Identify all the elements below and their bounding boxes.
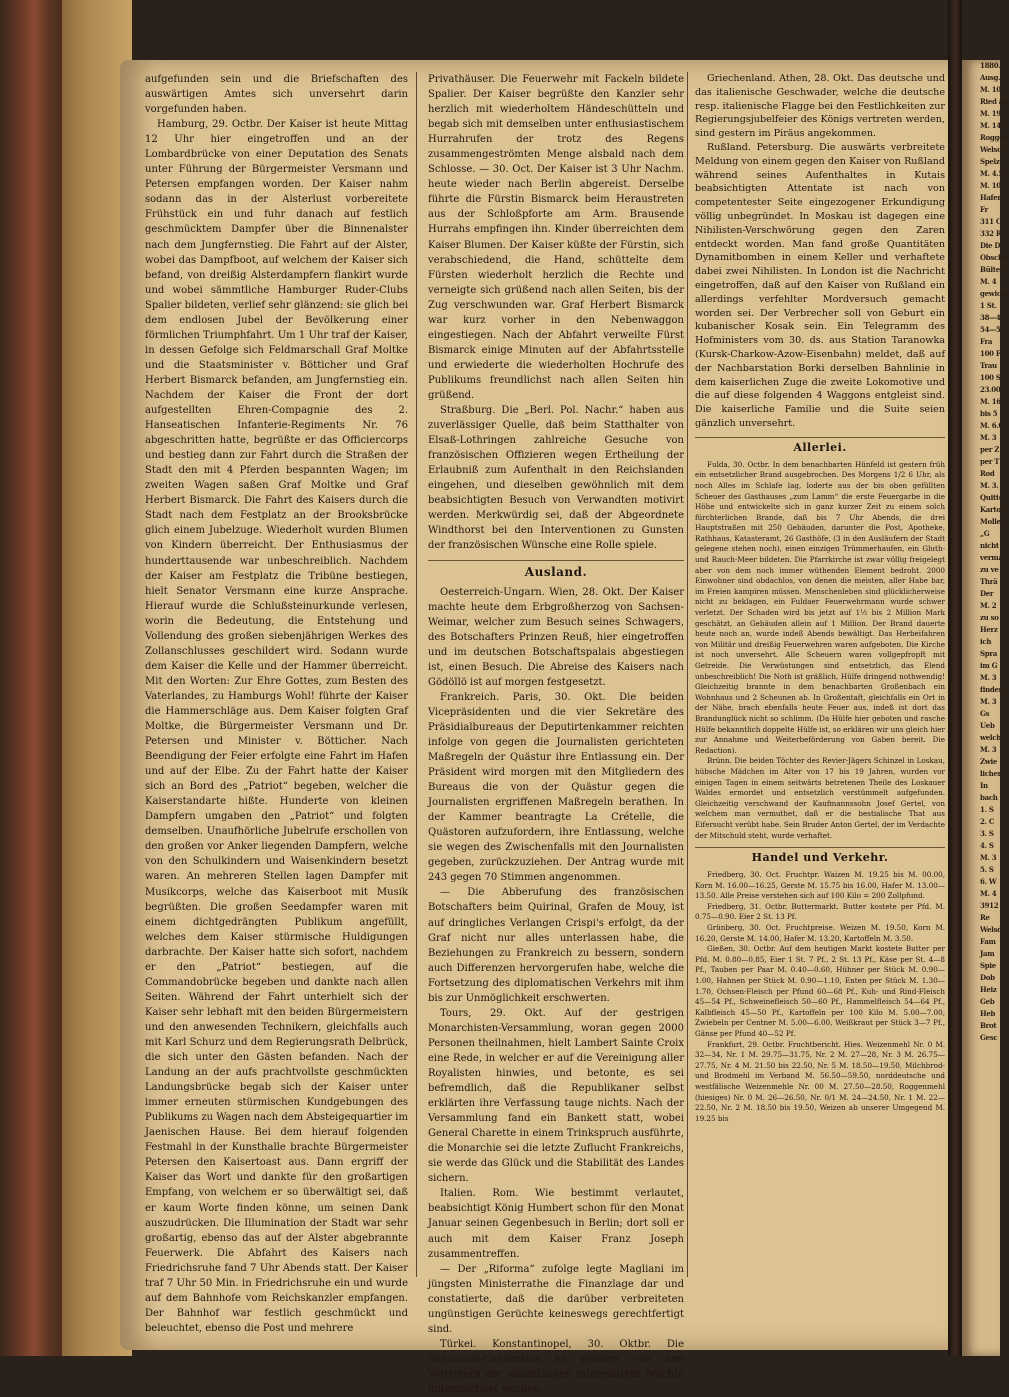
adjacent-page-text: welch — [980, 733, 1001, 742]
adjacent-page-text: Ueb — [980, 721, 995, 730]
adjacent-page-text: Der — [980, 589, 994, 598]
adjacent-page-text: nicht — [980, 541, 999, 550]
adjacent-page-text: im G — [980, 661, 998, 670]
market-friedberg-butter: Friedberg, 31. Octbr. Buttermarkt. Butter kostete per Pfd. M. 0.75—0.90. Eier 2 St. 13 Pf. — [695, 901, 945, 922]
adjacent-page-text: M. 3 — [980, 853, 997, 862]
adjacent-page-text: zu ve — [980, 565, 999, 574]
column-2 — [428, 72, 684, 1395]
adjacent-page-text: 100 Fl — [980, 349, 1003, 358]
adjacent-page-text: M. 3 — [980, 433, 997, 442]
adjacent-page-text: per Z — [980, 445, 1000, 454]
adjacent-page-text: 54—5 — [980, 325, 1001, 334]
adjacent-page-text: Spelz — [980, 157, 1000, 166]
market-frankfurt: Frankfurt, 29. Octbr. Fruchtbericht. Hies. Weizenmehl Nr. 0 M. 32—34, Nr. 1 M. 29.75—31.75, Nr. 2 M. 27—28, Nr. 3 M. 26.75—27.75, Nr. 4 M. 21.50 bis 22.50, Nr. 5 M. 18.50—19.50, Milchbrod- und Brodmehl im Verband M. 56.50—59.50, norddeutsche und westfälische Weizenmehle Nr. 00 M. 27.50—28.50, Roggenmehl (hiesiges) Nr. 0 M. 26—26.50, Nr. 0/1 M. 24—24.50, Nr. 1 M. 22—22.50, Nr. 2 M. 18.50 bis 19.50, Weizen ab unserer Umgegend M. 19.25 bis — [695, 1039, 945, 1123]
adjacent-page-text: finden — [980, 685, 1004, 694]
adjacent-page-fragment — [962, 60, 1009, 1356]
article-frankreich: Frankreich. Paris, 30. Okt. Die beiden Vicepräsidenten und die vier Sekretäre des Präsidialbureaus der Deputirtenkammer reichten infolge von gegen die Journalisten gerichteten Maßregeln der Quästur ihre Entlassung ein. Der Präsident wird morgen mit den Mitgliedern des Bureaus die von der Quästur gegen die Journalisten ergriffenen Maßregeln berathen. In der Kammer beantragte La Crételle, die Quästoren aufzufordern, ihre Entlassung, welche sie wegen des Zwischenfalls mit den Journalisten gegeben, zurückzuziehen. Der Antrag wurde mit 243 gegen 70 Stimmen angenommen. — [428, 691, 684, 884]
adjacent-page-text: Dob — [980, 973, 995, 982]
adjacent-page-text: Heiz — [980, 985, 997, 994]
article-tuerkei: Türkei. Konstantinopel, 30. Oktbr. Die Suezcanal-Convention ist gestern von den Vertretern der sämmtlichen interessirten Mächte unterzeichnet worden. — [428, 1338, 684, 1395]
adjacent-page-text: 23.00, — [980, 385, 1003, 394]
column-1 — [145, 72, 408, 1334]
article-botschafter: — Die Abberufung des französischen Botschafters beim Quirinal, Grafen de Mouy, ist auf dringliches Verlangen Crispi's erfolgt, da der Graf nicht nur alles unterlassen habe, die Beziehungen zu Frankreich zu bessern, sondern auch Differenzen hervorgerufen habe, welche die Fortsetzung des diplomatischen Verkehrs mit ihm bis zur Unmöglichkeit erschwerten. — [428, 887, 684, 1004]
adjacent-page-text: Rod — [980, 469, 995, 478]
adjacent-page-text: bach — [980, 793, 998, 802]
adjacent-page-text: M. 4 — [980, 277, 997, 286]
adjacent-page-text: ich — [980, 637, 992, 646]
adjacent-page-text: 1 St. — [980, 301, 997, 310]
adjacent-page-text: 6. W — [980, 877, 997, 886]
column-rule-2 — [687, 72, 688, 1277]
adjacent-page-text: 38—4 — [980, 313, 1001, 322]
adjacent-page-text: Geb — [980, 997, 995, 1006]
adjacent-page-text: M. 2 — [980, 601, 997, 610]
adjacent-page-text: Thrä — [980, 577, 998, 586]
adjacent-page-text: Jam — [980, 949, 995, 958]
adjacent-page-text: Trau — [980, 361, 997, 370]
adjacent-page-text: 1. S — [980, 805, 994, 814]
adjacent-page-text: zu so — [980, 613, 999, 622]
section-heading-ausland: Ausland. — [428, 560, 684, 580]
adjacent-page-text: Die D — [980, 241, 1001, 250]
article-oesterreich: Oesterreich-Ungarn. Wien, 28. Okt. Der Kaiser machte heute dem Erbgroßherzog von Sachsen-Weimar, welcher zum Besuch seines Schwagers, des Botschafters Prinzen Reuß, hier eingetroffen und im deutschen Botschaftspalais abgestiegen ist, einen Besuch. Die Abreise des Kaisers nach Gödöllö ist auf morgen festgesetzt. — [428, 586, 684, 688]
article-riforma: — Der „Riforma“ zufolge legte Magliani im jüngsten Ministerrathe die Finanzlage dar und constatierte, daß die darüber verbreiteten ungünstigen Gerüchte keineswegs gerechtfertigt sind. — [428, 1263, 684, 1335]
adjacent-page-text: Gesc — [980, 1033, 998, 1042]
adjacent-page-text: Spra — [980, 649, 997, 658]
adjacent-page-text: Ausg. — [980, 73, 1001, 82]
article-russland: Rußland. Petersburg. Die auswärts verbreitete Meldung von einem gegen den Kaiser von Rußland während seines Aufenthaltes in Kutais beabsichtigten Attentate ist nach von competentester Seite eingezogener Erkundigung völlig unbegründet. In Moskau ist dagegen eine Nihilisten-Verschwörung gegen den Zaren entdeckt worden. Man fand große Quantitäten Dynamitbomben in einem Keller und verhaftete dabei zwei Nihilisten. In London ist die Nachricht eingetroffen, daß auf den Kaiser von Rußland ein allerdings verfehlter Mordversuch gemacht worden sei. Der Verbrecher soll von Geburt ein kubanischer Kosak sein. Ein Telegramm des Hofministers vom 30. ds. aus Station Taranowka (Kursk-Charkow-Azow-Eisenbahn) meldet, daß auf der Nachbarstation Borki derselben Bahnlinie in dem kaiserlichen Zuge die zweite Lokomotive und die auf diese folgenden 4 Waggons entgleist sind. Die kaiserliche Familie und die Suite seien gänzlich unversehrt. — [695, 141, 945, 429]
adjacent-page-text: Brot — [980, 1021, 997, 1030]
adjacent-page-text: M. 4 — [980, 889, 997, 898]
adjacent-page-text: Ried an — [980, 97, 1008, 106]
adjacent-page-text: Moller — [980, 517, 1005, 526]
adjacent-page-text: 100 S — [980, 373, 1001, 382]
adjacent-page-text: Spie — [980, 961, 996, 970]
adjacent-page-text: Quitte — [980, 493, 1003, 502]
adjacent-page-text: Bülten — [980, 265, 1005, 274]
adjacent-page-text: M. 3 — [980, 673, 997, 682]
adjacent-page-text: Welsch — [980, 145, 1006, 154]
adjacent-page-text: In — [980, 781, 988, 790]
adjacent-page-text: Herz — [980, 625, 998, 634]
adjacent-page-text: Fr — [980, 205, 988, 214]
adjacent-page-text: Hafer — [980, 193, 1001, 202]
adjacent-page-text: 311 C — [980, 217, 1002, 226]
column-3 — [695, 72, 945, 1282]
market-giessen: Gießen, 30. Octbr. Auf dem heutigen Markt kostete Butter per Pfd. M. 0.80—0.85, Eier 1 St. 7 Pf., 2 St. 13 Pf., Käse per St. 4—8 Pf., Tauben per Paar M. 0.40—0.60, Hühner per Stück M. 0.90—1.00, Hahnen per Stück M. 0.90—1.10, Enten per Stück M. 1.30—1.70, Ochsen-Fleisch per Pfund 60—68 Pf., Kuh- und Rind-Fleisch 45—54 Pf., Schweinefleisch 50—60 Pf., Hammelfleisch 54—64 Pf., Kalbfleisch 45—50 Pf., Kartoffeln per 100 Kilo M. 5.00—7.00, Zwiebeln per Centner M. 5.00—6.00, Weißkraut per Stück 3—7 Pf., Gänse per Pfund 40—52 Pf. — [695, 944, 945, 1038]
adjacent-page-text: Obschr — [980, 253, 1007, 262]
adjacent-page-text: Welsd — [980, 925, 1002, 934]
adjacent-page-text: gewicht — [980, 289, 1009, 298]
adjacent-page-text: Gs — [980, 709, 990, 718]
adjacent-page-text: 1880. — [980, 61, 1001, 70]
adjacent-page-text: M. 6.0 — [980, 421, 1004, 430]
adjacent-page-text: M. 4.5 — [980, 169, 1004, 178]
column-rule-1 — [416, 72, 417, 1277]
article-strassburg: Straßburg. Die „Berl. Pol. Nachr.“ haben aus zuverlässiger Quelle, daß beim Statthalter von Elsaß-Lothringen zahlreiche Gesuche von französischen Offizieren wegen Ertheilung der Erlaubniß zum Aufenthalt in den Reichslanden eingehen, und dieselben gewöhnlich mit dem beabsichtigten Besuch von Verwandten motivirt werden. Merkwürdig sei, daß der Abgeordnete Windthorst bei den Interventionen zu Gunsten der französischen Wünsche eine Rolle spiele. — [428, 405, 684, 552]
adjacent-page-text: verma — [980, 553, 1003, 562]
book-gutter — [948, 0, 962, 1356]
article-griechenland: Griechenland. Athen, 28. Okt. Das deutsche und das italienische Geschwader, welche die deutsche resp. italienische Flagge bei den Festlichkeiten zur Regierungsjubelfeier des Königs vertreten werden, sind gestern im Piräus angekommen. — [695, 73, 945, 140]
section-heading-allerlei: Allerlei. — [695, 437, 945, 455]
adjacent-page-text: 5. S — [980, 865, 994, 874]
article-continuation: aufgefunden sein und die Briefschaften des auswärtigen Amtes sich unversehrt darin vorgefunden haben. — [145, 74, 408, 116]
adjacent-page-text: 332 R — [980, 229, 1002, 238]
adjacent-page-text: M. 3 — [980, 697, 997, 706]
section-heading-handel: Handel und Verkehr. — [695, 847, 945, 865]
adjacent-page-text: Heb — [980, 1009, 996, 1018]
adjacent-page-text: Fam — [980, 937, 996, 946]
adjacent-page-text: M. 16 — [980, 397, 1001, 406]
adjacent-page-text: per T — [980, 457, 1000, 466]
article-tours: Tours, 29. Okt. Auf der gestrigen Monarchisten-Versammlung, woran gegen 2000 Personen theilnahmen, hielt Lambert Sainte Croix eine Rede, in welcher er auf die Vereinigung aller Royalisten hinwies, und betonte, es sei befremdlich, daß die Republikaner selbst erklärten ihre Verfassung tauge nichts. Nach der Versammlung fand ein Bankett statt, wobei General Charette in einem Trinkspruch ausführte, die Monarchie sei die letzte Zuflucht Frankreichs, sie werde das Glück und die Stabilität des Landes sichern. — [428, 1007, 684, 1185]
adjacent-page-text: M. 10. — [980, 181, 1004, 190]
adjacent-page-text: Zwie — [980, 757, 998, 766]
adjacent-page-text: Kartoff — [980, 505, 1007, 514]
market-gruenberg: Grünberg, 30. Oct. Fruchtpreise. Weizen M. 19.50, Korn M. 16.20, Gerste M. 14.00, Hafer M. 13.20, Kartoffeln M. 3.50. — [695, 923, 945, 943]
adjacent-page-text: M. 10 — [980, 85, 1001, 94]
article-hamburg: Hamburg, 29. Octbr. Der Kaiser ist heute Mittag 12 Uhr hier eingetroffen und an der Lombardbrücke von einer Deputation des Senats unter Führung der Bürgermeister Versmann und Petersen empfangen worden. Der Kaiser nahm sodann das in der Alsterlust vorbereitete Frühstück ein und fuhr danach auf festlich geschmücktem Dampfer über die Binnenalster nach dem Jungfernstieg. Die Fahrt auf der Alster, wobei das Dampfboot, auf welchem der Kaiser sich befand, von dreißig Alsterdampfern flankirt wurde und wobei sämmtliche Hamburger Ruder-Clubs Spalier bildeten, verlief sehr glänzend: sie glich bei dem endlosen Jubel der Bevölkerung einer förmlichen Triumphfahrt. Um 1 Uhr traf der Kaiser, in dessen Gefolge sich Feldmarschall Graf Moltke und die Staatsminister v. Bötticher und Graf Herbert Bismarck befanden, am Jungfernstieg ein. Nachdem der Kaiser die Front der dort aufgestellten Ehren-Compagnie des 2. Hanseatischen Infanterie-Regiments Nr. 76 abgeschritten hatte, begrüßte er das Officiercorps und bestieg dann zur Fahrt durch die Straßen der Stadt den mit 4 Pferden bespannten Wagen; im zweiten Wagen saßen Graf Moltke und Graf Herbert Bismarck. Die Fahrt des Kaisers durch die Stadt nach dem Festplatz an der Brooksbrücke glich einem Jubelzuge. Wiederholt wurden Blumen von Kindern überreicht. Der Enthusiasmus der hunderttausende war unbeschreiblich. Nachdem der Kaiser am Festplatz die Tribüne bestiegen, hielt Senator Versmann eine kurze Ansprache. Hierauf wurde die Schlußsteinurkunde verlesen, worin die Bedeutung, die Entstehung und Vollendung des großen siebenjährigen Werkes des Zollanschlusses geschildert wird. Sodann wurde dem Kaiser die Kelle und der Hammer überreicht. Mit den Worten: Zur Ehre Gottes, zum Besten des Vaterlandes, zu Hamburgs Wohl! führte der Kaiser die Hammerschläge aus. Dem Kaiser folgten Graf Moltke, die Bürgermeister Versmann und Dr. Petersen und Minister v. Bötticher. Nach Beendigung der Feier erfolgte eine Fahrt im Hafen und auf der Elbe. Zu der Fahrt hatte der Kaiser sich an Bord des „Patriot“ begeben, welcher die Kaiserstandarte hißte. Hunderte von kleinen Dampfern umgaben den „Patriot“ und folgten demselben. Unaufhörliche Jubelrufe erschollen von den großen vor Anker liegenden Dampfern, welche von den Schulkindern und Waisenkindern besetzt waren. An mehreren Stellen lagen Dampfer mit Musikcorps, welche das Kaiserboot mit Musik begrüßten. Die großen Seedampfer waren mit einem dichtgedrängten Publikum angefüllt, welches dem Kaiser stürmische Huldigungen darbrachte. Der Kaiser hatte sich sofort, nachdem er den „Patriot“ bestiegen, auf die Commandobrücke begeben und dankte nach allen Seiten. Während der Fahrt unterhielt sich der Kaiser sehr lebhaft mit den beiden Bürgermeistern und den anwesenden Technikern, gleichfalls auch mit Karl Schurz und dem Regierungsrath Delbrück, die sich unter den Gästen befanden. Nach der Landung an der aufs prachtvollste geschmückten Landungsbrücke begab sich der Kaiser unter immer erneuten stürmischen Kundgebungen des Publikums zu Wagen nach dem Absteigequartier im Jaenischen Hause. Bei dem hierauf folgenden Festmahl in der Kunsthalle brachte Bürgermeister Petersen den Kaisertoast aus. Dann ergriff der Kaiser das Wort und dankte für den großartigen Empfang, von welchem er so überwältigt sei, daß er kaum Worte finden könne, um seinen Dank auszudrücken. Die Illumination der Stadt war sehr großartig, ebenso das auf der Alster abgebrannte Feuerwerk. Die Abfahrt des Kaisers nach Friedrichsruhe fand 7 Uhr Abends statt. Der Kaiser traf 7 Uhr 50 Min. in Friedrichsruhe ein und wurde auf dem Bahnhofe vom Reichskanzler empfangen. Der Bahnhof war festlich geschmückt und beleuchtet, ebenso die Post und mehrere — [145, 119, 408, 1334]
article-hamburg-continued: Privathäuser. Die Feuerwehr mit Fackeln bildete Spalier. Der Kaiser begrüßte den Kanzler sehr herzlich mit wiederholtem Händeschütteln und begab sich mit demselben unter enthusiastischem Hurrahrufen der trotz des Regens zusammengeströmten Menge alsbald nach dem Schlosse. — 30. Oct. Der Kaiser ist 3 Uhr Nachm. heute wieder nach Berlin abgereist. Derselbe führte die Fürstin Bismarck beim Heraustreten aus der Schloßpforte am Arm. Brausende Hurrahs empfingen ihn. Kinder überreichten dem Kaiser Blumen. Der Kaiser küßte der Fürstin, sich verabschiedend, die Hand, schüttelte dem Fürsten wiederholt herzlich die Rechte und verneigte sich grüßend nach allen Seiten, bis der Zug verschwunden war. Graf Herbert Bismarck war kurz vorher in den Nebenwaggon eingestiegen. Nach der Abfahrt verweilte Fürst Bismarck einige Minuten auf der Abfahrtsstelle und erwiederte die wiederholten Hochrufe des Publikums freundlichst nach allen Seiten hin grüßend. — [428, 74, 684, 401]
adjacent-page-text: M. 14.2 — [980, 121, 1008, 130]
adjacent-page-text: M. 3. — [980, 481, 999, 490]
article-fulda: Fulda, 30. Octbr. In dem benachbarten Hünfeld ist gestern früh ein entsetzlicher Brand ausgebrochen. Des Morgens 1/2 6 Uhr, als noch Alles im Schlafe lag, loderte aus der bis oben gefüllten Scheuer des Gasthauses „zum Lamm“ die erste Feuergarbe in die Höhe und entwickelte sich in ganz kurzer Zeit zu einem solch fürchterlichen Brande, daß bis 7 Uhr Abends, die drei Hauptstraßen mit 250 Gebäuden, darunter die Post, Apotheke, Rathhaus, Katasteramt, 26 Gasthöfe, (3 in den Ausläufern der Stadt gelegene stehen noch), einen einzigen Trümmerhaufen, ein Gluth- und Rauch-Meer bildeten. Die Pfarrkirche ist zwar völlig freigelegt aber von dem noch immer wüthenden Element bedroht. 2000 Einwohner sind obdachlos, von denen die meisten, aller Habe bar, im Freien kampiren müssen. Menschenleben sind glücklicherweise nicht zu beklagen, ein Fuldaer Feuerwehrmann wurde schwer verletzt. Der Schaden wird bis jetzt auf 1½ bis 2 Million Mark geschätzt, an Gebäuden allein auf 1 Million. Der Brand dauerte heute noch an, wurde indeß Abends bewältigt. Das Herbeifahren von Militär und dreißig Feuerwehren waren aufgeboten. Die Kirche ist noch unversehrt. Alle Scheuern waren vollgepfropft mit Getreide. Die Verwüstungen sind entsetzlich, das Elend unbeschreiblich! Die Noth ist gräßlich, Hülfe dringend nothwendig! Gleichzeitig brannte in dem benachbarten Großenbach ein Wohnhaus und 2 Scheunen ab. In Großentaft, gleichfalls ein Ort in der Nähe, brach ebenfalls heute Feuer aus, indeß ist dort das Brandunglück nicht so schlimm. (Da Hülfe hier geboten und rasche Hülfe bekanntlich doppelte Hülfe ist, so erklären wir uns gleich hier zur Annahme und Weiterbeförderung von Gaben bereit. Die Redaction). — [695, 459, 945, 755]
adjacent-page-text: lichen — [980, 769, 1003, 778]
article-bruenn: Brünn. Die beiden Töchter des Revier-Jägers Schinzel in Loskau, hübsche Mädchen im Alter von 17 bis 19 Jahren, wurden vor einigen Tagen in einem seitwärts betretenen Theile des Loskauer Waldes ermordet und entsetzlich verstümmelt aufgefunden. Gleichzeitig verschwand der Kaufmannssohn Josef Gertel, von welchem man vermuthet, daß er die bestialische That aus Eifersucht verübt habe. Sein Bruder Anton Gertel, der im Verdachte der Mitschuld steht, wurde verhaftet. — [695, 756, 945, 840]
adjacent-page-text: M. 3 — [980, 745, 997, 754]
adjacent-page-text: Roggen — [980, 133, 1009, 142]
adjacent-page-text: 3912 — [980, 901, 999, 910]
adjacent-page-text: Re — [980, 913, 990, 922]
market-friedberg-frucht: Friedberg, 30. Oct. Fruchtpr. Waizen M. 19.25 bis M. 00.00, Korn M. 16.00—16.25, Gerste M. 15.75 bis 16.00, Hafer M. 13.00—13.50. Alle Preise verstehen sich auf 100 Kilo = 200 Zollpfund. — [695, 870, 945, 901]
adjacent-page-text: 2. C — [980, 817, 995, 826]
book-binding — [0, 0, 62, 1356]
adjacent-page-text: Fra — [980, 337, 993, 346]
adjacent-page-text: 3. S — [980, 829, 994, 838]
adjacent-page-text: 4. S — [980, 841, 994, 850]
adjacent-page-text: „G — [980, 529, 990, 538]
adjacent-page-text: M. 19 — [980, 109, 1001, 118]
adjacent-page-text: bis 5 — [980, 409, 998, 418]
article-italien: Italien. Rom. Wie bestimmt verlautet, beabsichtigt König Humbert schon für den Monat Januar seinen Gegenbesuch in Berlin; dort soll er auch mit dem Kaiser Franz Joseph zusammentreffen. — [428, 1188, 684, 1260]
